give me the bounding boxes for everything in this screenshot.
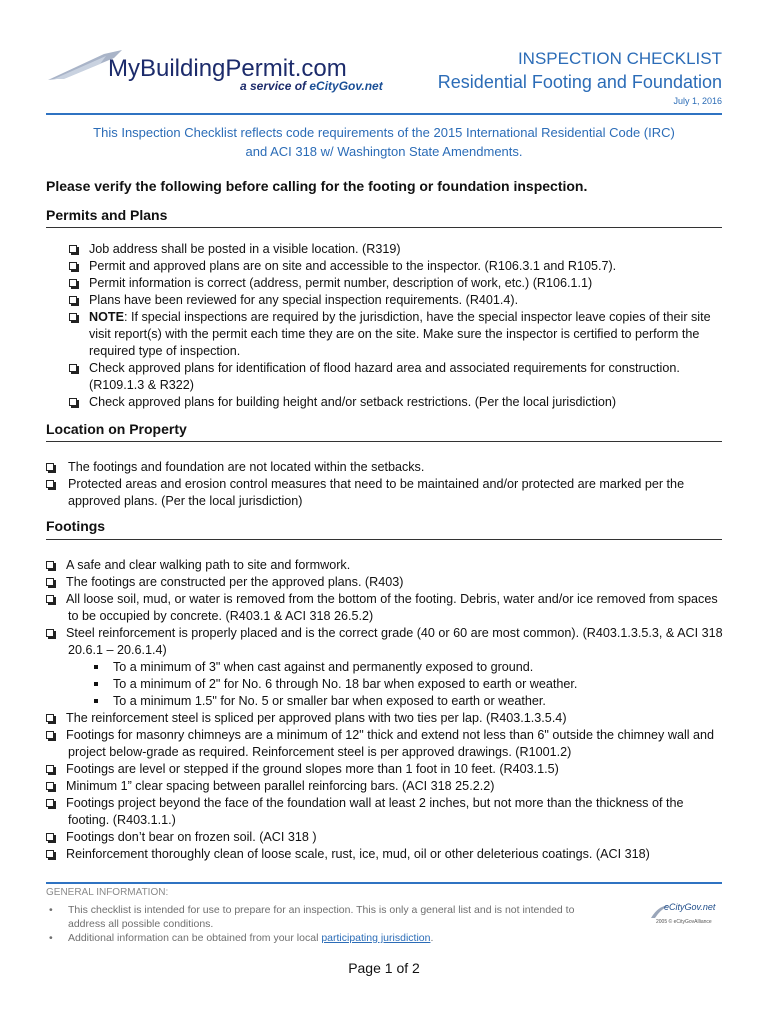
checklist-item: Job address shall be posted in a visible location. (R319) <box>46 241 726 258</box>
checkbox-icon[interactable] <box>69 364 77 372</box>
document-title: INSPECTION CHECKLIST <box>517 49 722 68</box>
section-heading-footings: Footings <box>46 518 106 534</box>
checkbox-icon[interactable] <box>69 296 77 304</box>
checkbox-icon[interactable] <box>46 480 54 488</box>
bullet-icon: • <box>49 932 53 944</box>
checklist-item: The reinforcement steel is spliced per approved plans with two ties per lap. (R403.1.3.5.4) <box>46 710 726 727</box>
general-info-item: • Additional information can be obtained from your local participating jurisdiction. <box>49 932 434 944</box>
checklist-item: The footings and foundation are not located within the setbacks. <box>46 459 726 476</box>
svg-text:MyBuildingPermit.com: MyBuildingPermit.com <box>108 55 347 82</box>
footings-list <box>46 557 726 863</box>
bullet-icon <box>94 682 98 686</box>
logo-tagline: a service of eCityGov.net <box>240 79 383 93</box>
checklist-item: Permit and approved plans are on site and accessible to the inspector. (R106.3.1 and R105.7). <box>46 258 726 275</box>
checkbox-icon[interactable] <box>69 262 77 270</box>
checklist-item: Footings project beyond the face of the foundation wall at least 2 inches, but not more than the thickness of the footing. (R403.1.1.) <box>46 795 726 829</box>
checklist-item: Minimum 1” clear spacing between parallel reinforcing bars. (ACI 318 25.2.2) <box>46 778 726 795</box>
checklist-item: Check approved plans for building height and/or setback restrictions. (Per the local jurisdiction) <box>46 394 726 411</box>
checklist-item: A safe and clear walking path to site and formwork. <box>46 557 726 574</box>
checkbox-icon[interactable] <box>46 578 54 586</box>
checklist-item: Footings are level or stepped if the ground slopes more than 1 foot in 10 feet. (R403.1.5) <box>46 761 726 778</box>
lead-instruction: Please verify the following before calling for the footing or foundation inspection. <box>46 178 588 194</box>
general-info-divider <box>46 882 722 884</box>
general-info-list <box>46 903 606 945</box>
cover-bullet: To a minimum 1.5" for No. 5 or smaller bar when exposed to earth or weather. <box>46 693 726 710</box>
checklist-item: Steel reinforcement is properly placed and is the correct grade (40 or 60 are most common). (R403.1.3.5.3, & ACI 318 20.6.1 – 20.6.1.4) <box>46 625 726 659</box>
checklist-item: The footings are constructed per the approved plans. (R403) <box>46 574 726 591</box>
checklist-item: Footings don’t bear on frozen soil. (ACI 318 ) <box>46 829 726 846</box>
participating-jurisdiction-link[interactable]: participating jurisdiction <box>321 932 431 944</box>
checkbox-icon[interactable] <box>46 833 54 841</box>
section-rule <box>46 227 722 228</box>
bullet-icon <box>94 699 98 703</box>
cover-bullet: To a minimum of 2" for No. 6 through No. 18 bar when exposed to earth or weather. <box>46 676 726 693</box>
checkbox-icon[interactable] <box>69 245 77 253</box>
checkbox-icon[interactable] <box>46 629 54 637</box>
section-heading-location-on-property: Location on Property <box>46 421 187 437</box>
checkbox-icon[interactable] <box>46 463 54 471</box>
cover-bullet: To a minimum of 3" when cast against and permanently exposed to ground. <box>46 659 726 676</box>
checkbox-icon[interactable] <box>46 731 54 739</box>
header-divider <box>46 113 722 115</box>
permits-and-plans-list <box>46 241 726 411</box>
general-info-item: • This checklist is intended for use to prepare for an inspection. This is only a general list and is not intended to address all possible conditions. <box>49 904 575 930</box>
checkbox-icon[interactable] <box>46 765 54 773</box>
checkbox-icon[interactable] <box>46 714 54 722</box>
bullet-icon <box>94 665 98 669</box>
mybuildingpermit-logo <box>44 46 394 96</box>
ecitygov-logo: eCityGov.net 2005 © eCityGovAlliance <box>650 900 730 930</box>
location-on-property-list <box>46 459 726 510</box>
checklist-item-note: NOTE: If special inspections are required by the jurisdiction, have the special inspector leave copies of their site visit report(s) with the permit each time they are on the site. Make sure the inspector is certified to perform the required type of inspection. <box>46 309 726 360</box>
intro-line-1: This Inspection Checklist reflects code requirements of the 2015 International Residential Code (IRC) <box>93 125 675 140</box>
document-date: July 1, 2016 <box>673 96 722 106</box>
checklist-item: Protected areas and erosion control measures that need to be maintained and/or protected are marked per the approved plans. (Per the local jurisdiction) <box>46 476 726 510</box>
checklist-item: Check approved plans for identification of flood hazard area and associated requirements for construction. (R109.1.3 & R322) <box>46 360 726 394</box>
section-rule <box>46 539 722 540</box>
page-number: Page 1 of 2 <box>348 960 420 976</box>
general-info-heading: GENERAL INFORMATION: <box>46 887 169 898</box>
intro-line-2: and ACI 318 w/ Washington State Amendments. <box>245 144 523 159</box>
checkbox-icon[interactable] <box>46 782 54 790</box>
checkbox-icon[interactable] <box>69 313 77 321</box>
intro-text <box>46 123 722 161</box>
checkbox-icon[interactable] <box>46 561 54 569</box>
checkbox-icon[interactable] <box>69 398 77 406</box>
checkbox-icon[interactable] <box>69 279 77 287</box>
checklist-item: All loose soil, mud, or water is removed from the bottom of the footing. Debris, water and/or ice removed from spaces to be occupied by concrete. (R403.1 & ACI 318 26.5.2) <box>46 591 726 625</box>
checkbox-icon[interactable] <box>46 595 54 603</box>
checklist-item: Permit information is correct (address, permit number, description of work, etc.) (R106.1.1) <box>46 275 726 292</box>
checklist-item: Plans have been reviewed for any special inspection requirements. (R401.4). <box>46 292 726 309</box>
bullet-icon: • <box>49 904 53 916</box>
section-heading-permits-and-plans: Permits and Plans <box>46 207 168 223</box>
note-label: NOTE <box>89 310 124 324</box>
checklist-item: Reinforcement thoroughly clean of loose scale, rust, ice, mud, oil or other deleterious coatings. (ACI 318) <box>46 846 726 863</box>
checkbox-icon[interactable] <box>46 850 54 858</box>
section-rule <box>46 441 722 442</box>
checkbox-icon[interactable] <box>46 799 54 807</box>
checklist-item: Footings for masonry chimneys are a minimum of 12" thick and extend not less than 6" outside the chimney wall and project below-grade as required. Reinforcement steel is per approved drawings. (R1001.2) <box>46 727 726 761</box>
document-subtitle: Residential Footing and Foundation <box>437 72 722 92</box>
